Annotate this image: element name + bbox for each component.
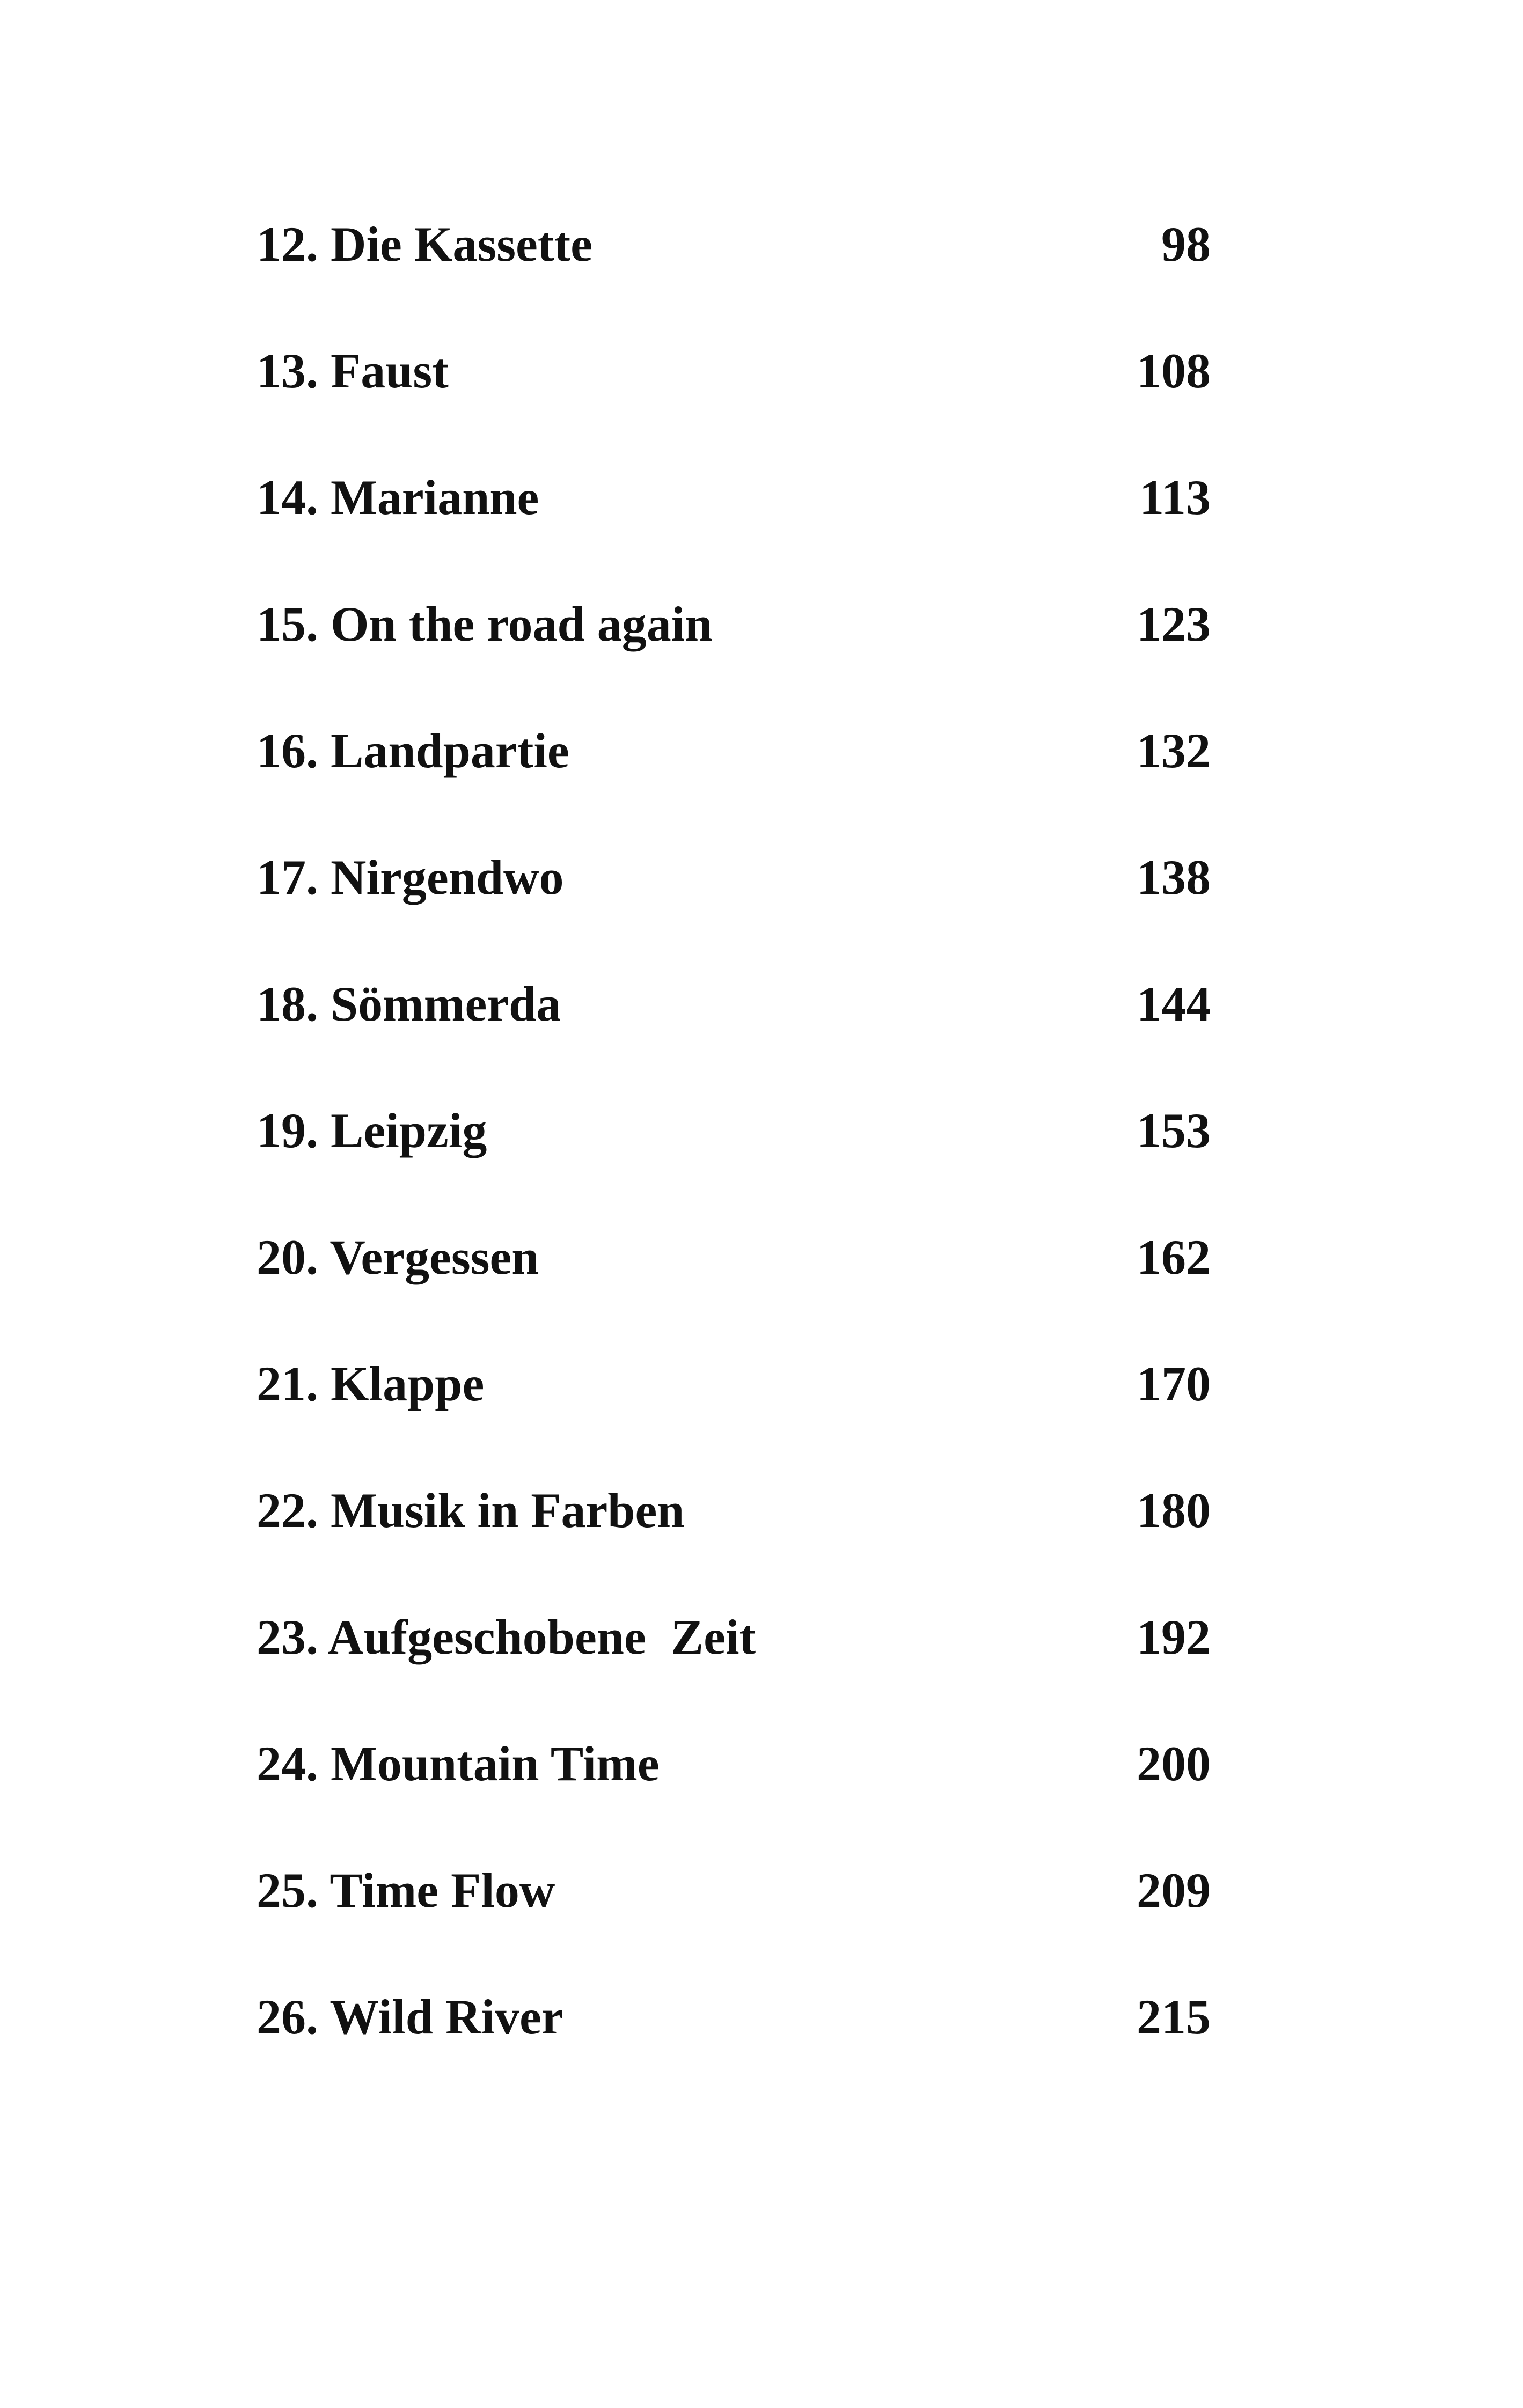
entry-title: 22. Musik in Farben xyxy=(257,1483,685,1538)
entry-title: 16. Landpartie xyxy=(257,723,569,778)
entry-title: 14. Marianne xyxy=(257,470,539,525)
entry-page-number: 200 xyxy=(1137,1736,1211,1791)
entry-page-number: 144 xyxy=(1137,977,1211,1031)
toc-entry xyxy=(257,592,1211,718)
toc-entry xyxy=(257,845,1211,972)
entry-page-number: 170 xyxy=(1137,1356,1211,1411)
entry-page-number: 209 xyxy=(1137,1863,1211,1918)
entry-title: 21. Klappe xyxy=(257,1356,485,1411)
entry-title: 25. Time Flow xyxy=(257,1863,555,1918)
toc-entry xyxy=(257,1352,1211,1478)
table-of-contents xyxy=(257,212,1211,2111)
entry-page-number: 138 xyxy=(1137,850,1211,905)
entry-page-number: 153 xyxy=(1137,1103,1211,1158)
entry-page-number: 132 xyxy=(1137,723,1211,778)
toc-entry xyxy=(257,1731,1211,1858)
entry-page-number: 113 xyxy=(1139,470,1211,525)
entry-title: 17. Nirgendwo xyxy=(257,850,564,905)
entry-title: 18. Sömmerda xyxy=(257,977,561,1031)
toc-entry xyxy=(257,1605,1211,1731)
toc-entry xyxy=(257,718,1211,845)
toc-entry xyxy=(257,1478,1211,1605)
toc-entry xyxy=(257,1225,1211,1352)
toc-entry xyxy=(257,465,1211,592)
entry-page-number: 192 xyxy=(1137,1610,1211,1664)
entry-page-number: 98 xyxy=(1161,217,1211,271)
toc-entry xyxy=(257,1985,1211,2111)
toc-entry xyxy=(257,212,1211,339)
entry-title: 13. Faust xyxy=(257,343,449,398)
entry-title: 20. Vergessen xyxy=(257,1230,539,1284)
entry-page-number: 108 xyxy=(1137,343,1211,398)
entry-page-number: 123 xyxy=(1137,597,1211,651)
entry-page-number: 180 xyxy=(1137,1483,1211,1538)
entry-title: 19. Leipzig xyxy=(257,1103,487,1158)
entry-page-number: 162 xyxy=(1137,1230,1211,1284)
entry-title: 15. On the road again xyxy=(257,597,713,651)
entry-title: 26. Wild River xyxy=(257,1989,563,2044)
toc-entry xyxy=(257,972,1211,1098)
toc-entry xyxy=(257,1098,1211,1225)
entry-title: 12. Die Kassette xyxy=(257,217,592,271)
entry-page-number: 215 xyxy=(1137,1989,1211,2044)
entry-title: 24. Mountain Time xyxy=(257,1736,660,1791)
toc-entry xyxy=(257,1858,1211,1985)
toc-entry xyxy=(257,339,1211,465)
entry-title: 23. Aufgeschobene Zeit xyxy=(257,1610,756,1664)
